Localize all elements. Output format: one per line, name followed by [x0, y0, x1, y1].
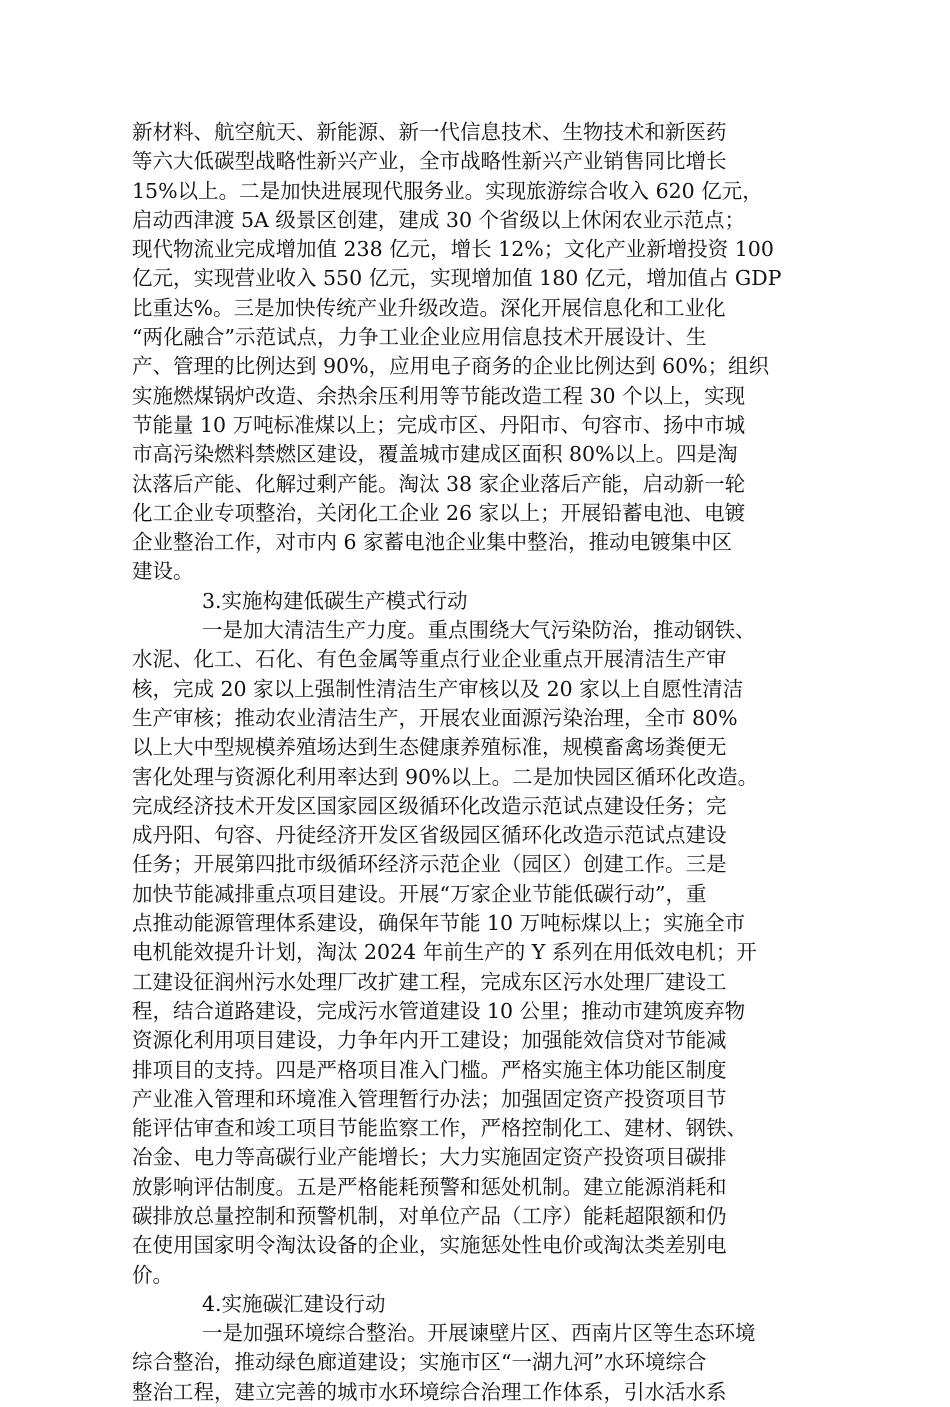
text-line: 节能量 10 万吨标准煤以上；完成市区、丹阳市、句容市、扬中市城 [132, 412, 746, 437]
text-line: 冶金、电力等高碳行业产能增长；大力实施固定资产投资项目碳排 [132, 1145, 727, 1170]
text-line: 生产审核；推动农业清洁生产，开展农业面源污染治理，全市 80% [132, 705, 738, 730]
text-line: “两化融合”示范试点，力争工业企业应用信息技术开展设计、生 [132, 325, 707, 350]
text-line: 整治工程，建立完善的城市水环境综合治理工作体系，引水活水系 [132, 1379, 727, 1404]
text-line: 新材料、航空航天、新能源、新一代信息技术、生物技术和新医药 [132, 120, 727, 144]
text-line: 任务；开展第四批市级循环经济示范企业（园区）创建工作。三是 [132, 852, 727, 877]
text-line: 完成经济技术开发区国家园区级循环化改造示范试点建设任务；完 [132, 793, 727, 818]
text-line: 15%以上。二是加快进展现代服务业。实现旅游综合收入 620 亿元， [132, 178, 763, 203]
text-line: 排项目的支持。四是严格项目准入门槛。严格实施主体功能区制度 [132, 1057, 727, 1082]
text-line: 实施燃煤锅炉改造、余热余压利用等节能改造工程 30 个以上，实现 [132, 383, 746, 408]
text-line: 程，结合道路建设，完成污水管道建设 10 公里；推动市建筑废弃物 [132, 998, 746, 1023]
text-line: 比重达%。三是加快传统产业升级改造。深化开展信息化和工业化 [132, 295, 726, 320]
text-line: 亿元，实现营业收入 550 亿元，实现增加值 180 亿元，增加值占 GDP [132, 266, 782, 291]
text-line: 启动西津渡 5A 级景区创建，建成 30 个省级以上休闲农业示范点； [132, 207, 745, 232]
text-line: 等六大低碳型战略性新兴产业，全市战略性新兴产业销售同比增长 [132, 149, 727, 174]
text-line: 能评估审查和竣工项目节能监察工作，严格控制化工、建材、钢铁、 [132, 1116, 747, 1141]
document-body [132, 118, 822, 1407]
text-line: 产、管理的比例达到 90%，应用电子商务的企业比例达到 60%；组织 [132, 354, 770, 379]
text-line: 工建设征润州污水处理厂改扩建工程，完成东区污水处理厂建设工 [132, 969, 727, 994]
text-line: 核，完成 20 家以上强制性清洁生产审核以及 20 家以上自愿性清洁 [132, 676, 744, 701]
text-line: 化工企业专项整治，关闭化工企业 26 家以上；开展铅蓄电池、电镀 [132, 500, 746, 525]
text-line: 汰落后产能、化解过剩产能。淘汰 38 家企业落后产能，启动新一轮 [132, 471, 746, 496]
text-line: 企业整治工作，对市内 6 家蓄电池企业集中整治，推动电镀集中区 [132, 530, 733, 555]
paragraph-section4 [132, 1319, 822, 1407]
text-line: 害化处理与资源化利用率达到 90%以上。二是加快园区循环化改造。 [132, 764, 759, 789]
text-line: 产业准入管理和环境准入管理暂行办法；加强固定资产投资项目节 [132, 1086, 727, 1111]
section-3-heading: 3.实施构建低碳生产模式行动 [202, 588, 468, 613]
text-line: 成丹阳、句容、丹徒经济开发区省级园区循环化改造示范试点建设 [132, 823, 727, 848]
text-line: 加快节能减排重点项目建设。开展“万家企业节能低碳行动”，重 [132, 881, 707, 906]
paragraph-block1 [132, 118, 822, 587]
text-line: 以上大中型规模养殖场达到生态健康养殖标准，规模畜禽场粪便无 [132, 735, 727, 760]
text-line: 现代物流业完成增加值 238 亿元，增长 12%；文化产业新增投资 100 [132, 237, 774, 262]
text-line: 一是加强环境综合整治。开展谏壁片区、西南片区等生态环境 [202, 1321, 756, 1346]
text-line: 市高污染燃料禁燃区建设，覆盖城市建成区面积 80%以上。四是淘 [132, 442, 738, 467]
text-line: 在使用国家明令淘汰设备的企业，实施惩处性电价或淘汰类差别电 [132, 1233, 727, 1258]
paragraph-section3 [132, 616, 822, 1290]
text-line: 资源化利用项目建设，力争年内开工建设；加强能效信贷对节能减 [132, 1028, 727, 1053]
text-line: 放影响评估制度。五是严格能耗预警和惩处机制。建立能源消耗和 [132, 1174, 727, 1199]
text-line: 点推动能源管理体系建设，确保年节能 10 万吨标煤以上；实施全市 [132, 911, 746, 936]
text-line: 建设。 [132, 559, 194, 584]
text-line: 价。 [132, 1262, 173, 1287]
text-line: 综合整治，推动绿色廊道建设；实施市区“一湖九河”水环境综合 [132, 1350, 707, 1375]
text-line: 一是加大清洁生产力度。重点围绕大气污染防治，推动钢铁、 [202, 618, 756, 643]
text-line: 电机能效提升计划，淘汰 2024 年前生产的 Y 系列在用低效电机；开 [132, 940, 757, 965]
text-line: 水泥、化工、石化、有色金属等重点行业企业重点开展清洁生产审 [132, 647, 727, 672]
text-line: 碳排放总量控制和预警机制，对单位产品（工序）能耗超限额和仍 [132, 1203, 727, 1228]
section-4-heading: 4.实施碳汇建设行动 [202, 1291, 386, 1316]
